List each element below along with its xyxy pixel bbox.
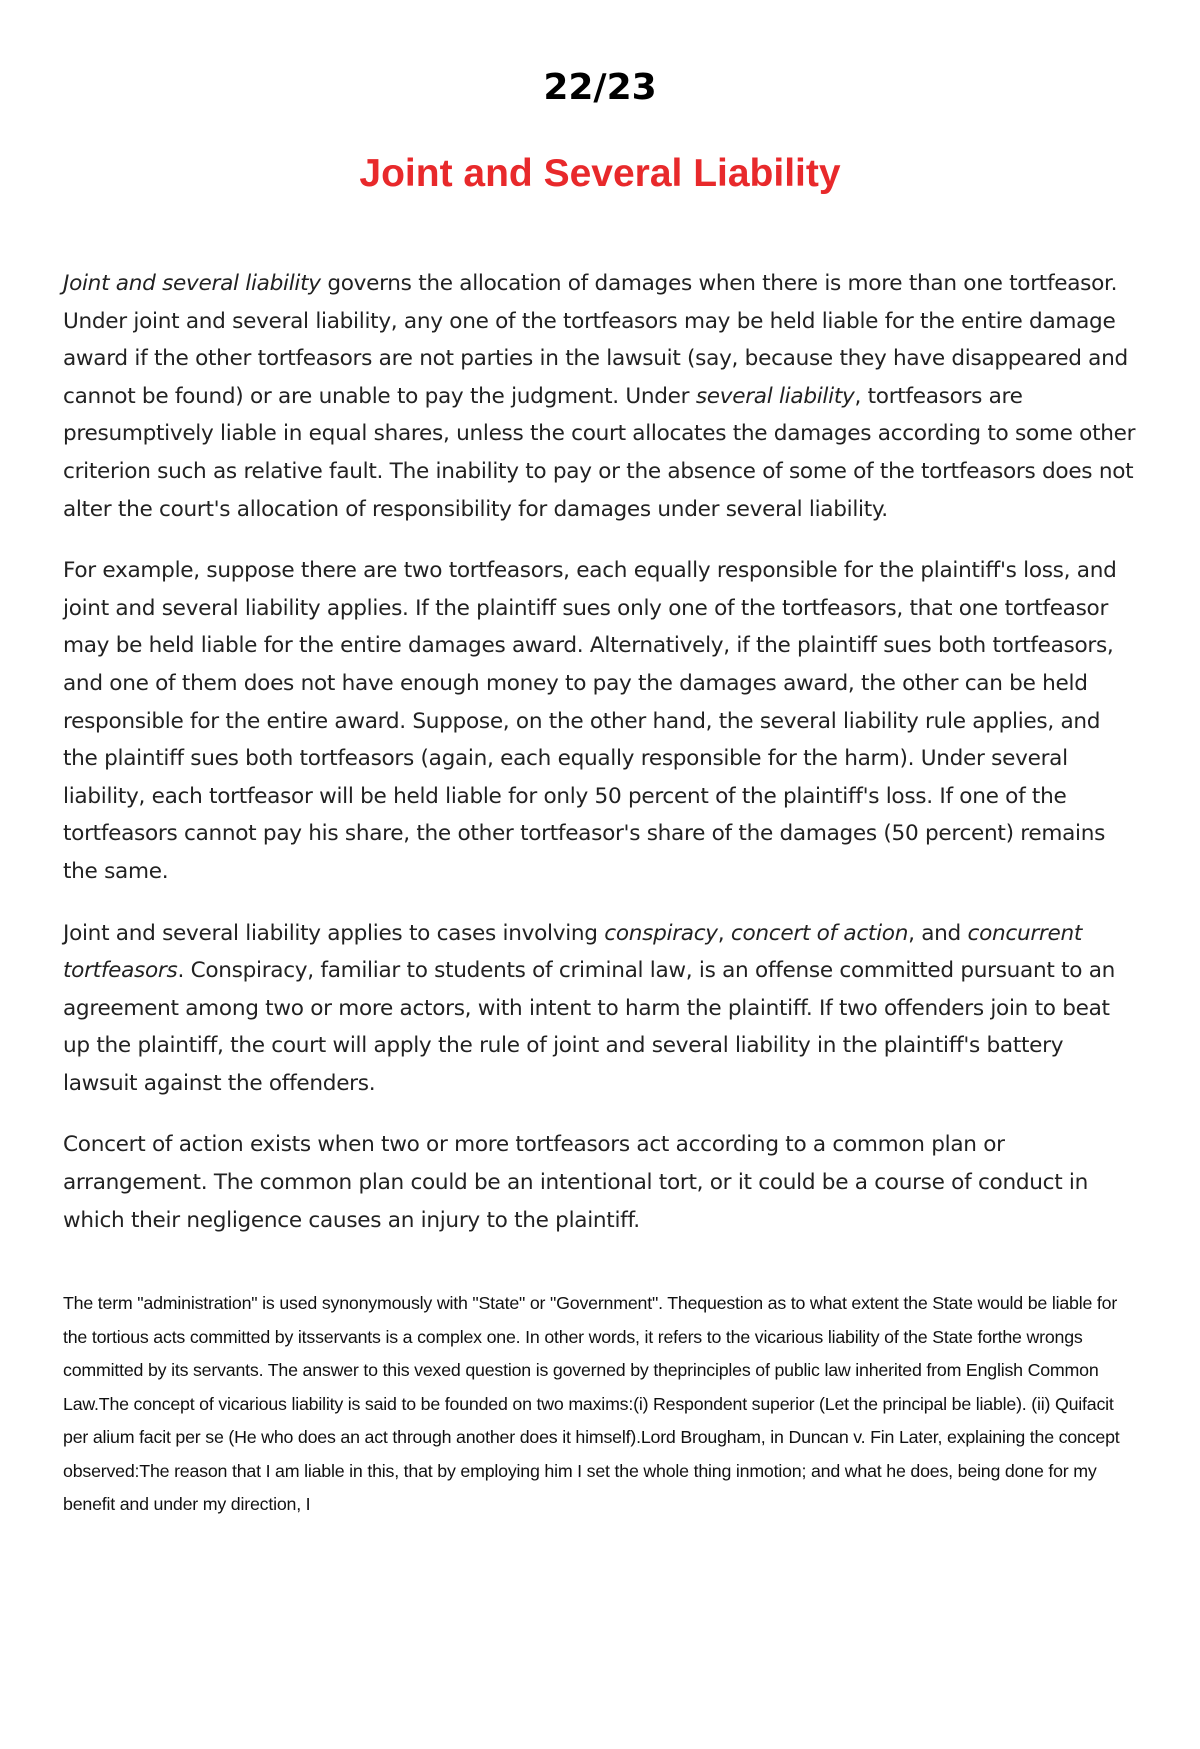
paragraph-applications xyxy=(63,915,1137,1103)
paragraph-text: , tortfeasors are presumptively liable in equal shares, unless the court allocates the damages according to some other criterion such as relative fault. The inability to pay or the absence of some of the tortfeasors does not alter the court's allocation of responsibility for damages under several liability. xyxy=(63,383,1136,522)
term-several-liability: several liability xyxy=(695,383,855,409)
paragraph-concert-of-action xyxy=(63,1126,1137,1239)
paragraph-text: , and xyxy=(908,920,968,946)
term-conspiracy: conspiracy xyxy=(604,920,718,946)
paragraph-text: Concert of action exists when two or more tortfeasors act according to a common plan or arrangement. The common plan could be an intentional tort, or it could be a course of conduct in which their negligence causes an injury to the plaintiff. xyxy=(63,1132,1089,1233)
main-text xyxy=(63,265,1137,1239)
paragraph-text: , xyxy=(717,920,731,946)
page-title: Joint and Several Liability xyxy=(359,152,841,195)
paragraph-text: For example, suppose there are two tortfeasors, each equally responsible for the plaintiff's loss, and joint and several liability applies. If the plaintiff sues only one of the tortfeasors, that one tortfeasor may be held liable for the entire damages award. Alternatively, if the plaintiff sues both tortfeasors, and one of them does not have enough money to pay the damages award, the other can be held responsible for the entire award. Suppose, on the other hand, the several liability rule applies, and the plaintiff sues both tortfeasors (again, each equally responsible for the harm). Under several liability, each tortfeasor will be held liable for only 50 percent of the plaintiff's loss. If one of the tortfeasors cannot pay his share, the other tortfeasor's share of the damages (50 percent) remains the same. xyxy=(63,558,1117,884)
paragraph-text: Joint and several liability applies to cases involving xyxy=(63,920,605,946)
page-number: 22/23 xyxy=(543,67,657,108)
footnote-text: The term "administration" is used synonymously with "State" or "Government". Thequestion as to what extent the State would be liable for the tortious acts committed by itsservants is a complex one. In other words, it refers to the vicarious liability of the State forthe wrongs committed by its servants. The answer to this vexed question is governed by theprinciples of public law inherited from English Common Law.The concept of vicarious liability is said to be founded on two maxims:(i) Respondent superior (Let the principal be liable). (ii) Quifacit per alium facit per se (He who does an act through another does it himself).Lord Brougham, in Duncan v. Fin Later, explaining the concept observed:The reason that I am liable in this, that by employing him I set the whole thing inmotion; and what he does, being done for my benefit and under my direction, I xyxy=(63,1293,1120,1515)
term-joint-and-several-liability: Joint and several liability xyxy=(63,271,321,296)
paragraph-text: . Conspiracy, familiar to students of criminal law, is an offense committed pursuant to an agreement among two or more actors, with intent to harm the plaintiff. If two offenders join to beat up the plaintiff, the court will apply the rule of joint and several liability in the plaintiff's battery lawsuit against the offenders. xyxy=(63,958,1116,1096)
term-concurrent-tortfeasors: concurrent tortfeasors xyxy=(63,920,1083,984)
paragraph-text: governs the allocation of damages when there is more than one tortfeasor. Under joint and several liability, any one of the tortfeasors may be held liable for the entire damage award if the other tortfeasors are not parties in the lawsuit (say, because they have disappeared and cannot be found) or are unable to pay the judgment. Under xyxy=(63,271,1128,409)
paragraph-definition xyxy=(63,265,1137,528)
term-concert-of-action: concert of action xyxy=(730,920,909,946)
paragraph-example xyxy=(63,552,1137,890)
